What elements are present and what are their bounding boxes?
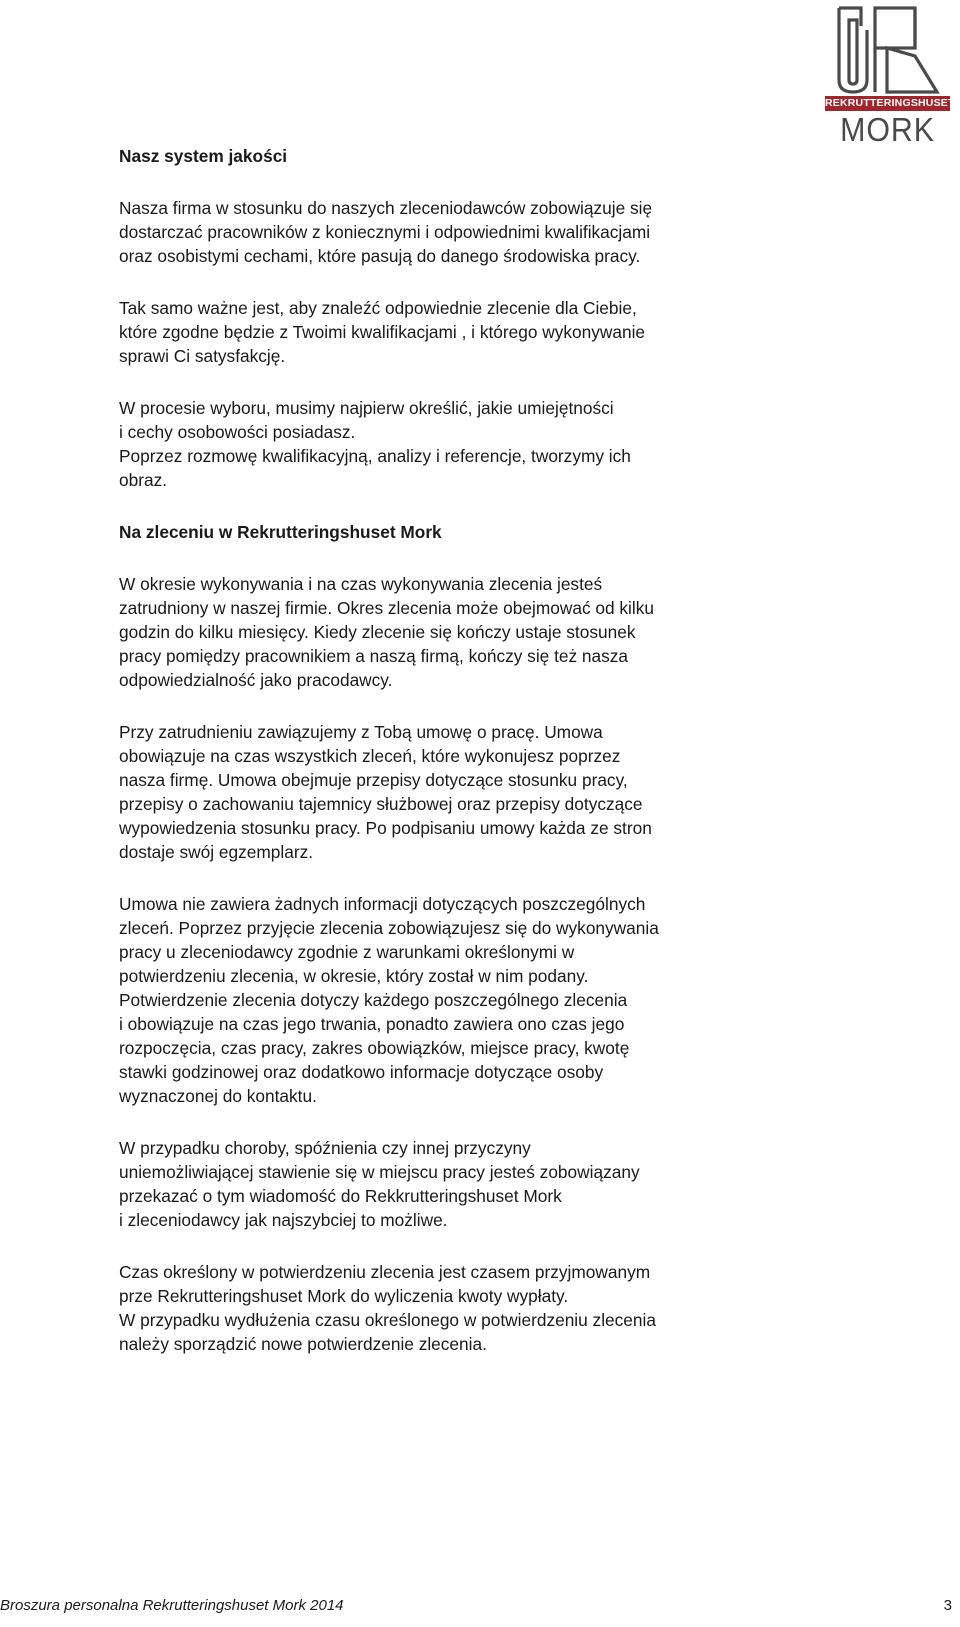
paragraph-line: przepisy o zachowaniu tajemnicy służbowej oraz przepisy dotyczące bbox=[119, 794, 643, 814]
paragraph-line: dostarczać pracowników z koniecznymi i odpowiednimi kwalifikacjami bbox=[119, 222, 651, 242]
logo-wordmark: MORK bbox=[840, 111, 935, 148]
paragraph-5 bbox=[119, 720, 799, 864]
paragraph-line: Umowa nie zawiera żadnych informacji dotyczących poszczególnych bbox=[119, 894, 646, 914]
paragraph-line: W przypadku choroby, spóźnienia czy innej przyczyny bbox=[119, 1138, 531, 1158]
paragraph-line: zatrudniony w naszej firmie. Okres zlecenia może obejmować od kilku bbox=[119, 598, 654, 618]
paragraph-line: i obowiązuje na czas jego trwania, ponadto zawiera ono czas jego bbox=[119, 1014, 625, 1034]
paragraph-line: sprawi Ci satysfakcję. bbox=[119, 346, 286, 366]
paragraph-line: Potwierdzenie zlecenia dotyczy każdego poszczególnego zlecenia bbox=[119, 990, 628, 1010]
document-body bbox=[119, 144, 799, 1356]
paragraph-line: obraz. bbox=[119, 470, 168, 490]
paragraph-line: Poprzez rozmowę kwalifikacyjną, analizy i referencje, tworzymy ich bbox=[119, 446, 631, 466]
paragraph-line: W procesie wyboru, musimy najpierw określić, jakie umiejętności bbox=[119, 398, 614, 418]
paragraph-line: przekazać o tym wiadomość do Rekkrutteringshuset Mork bbox=[119, 1186, 562, 1206]
paragraph-line: pracy pomiędzy pracownikiem a naszą firmą, kończy się też nasza bbox=[119, 646, 629, 666]
paragraph-line: uniemożliwiającej stawienie się w miejscu pracy jesteś zobowiązany bbox=[119, 1162, 640, 1182]
paragraph-line: pracy u zleceniodawcy zgodnie z warunkami określonymi w bbox=[119, 942, 575, 962]
footer-title: Broszura personalna Rekrutteringshuset Mork 2014 bbox=[0, 1597, 344, 1614]
paragraph-line: Tak samo ważne jest, aby znaleźć odpowiednie zlecenie dla Ciebie, bbox=[119, 298, 637, 318]
section-heading-assignment: Na zleceniu w Rekrutteringshuset Mork bbox=[119, 522, 442, 542]
paragraph-line: wyznaczonej do kontaktu. bbox=[119, 1086, 317, 1106]
paragraph-line: godzin do kilku miesięcy. Kiedy zlecenie się kończy ustaje stosunek bbox=[119, 622, 636, 642]
paragraph-line: wypowiedzenia stosunku pracy. Po podpisaniu umowy każda ze stron bbox=[119, 818, 652, 838]
paragraph-7 bbox=[119, 1136, 799, 1232]
paragraph-line: i cechy osobowości posiadasz. bbox=[119, 422, 356, 442]
paragraph-line: stawki godzinowej oraz dodatkowo informacje dotyczące osoby bbox=[119, 1062, 604, 1082]
paragraph-line: Przy zatrudnieniu zawiązujemy z Tobą umowę o pracę. Umowa bbox=[119, 722, 603, 742]
paragraph-line: Czas określony w potwierdzeniu zlecenia jest czasem przyjmowanym bbox=[119, 1262, 651, 1282]
paragraph-line: i zleceniodawcy jak najszybciej to możliwe. bbox=[119, 1210, 448, 1230]
page-footer bbox=[0, 1596, 952, 1616]
paragraph-line: obowiązuje na czas wszystkich zleceń, które wykonujesz poprzez bbox=[119, 746, 621, 766]
paragraph-1 bbox=[119, 196, 799, 268]
paragraph-4 bbox=[119, 572, 799, 692]
paragraph-line: odpowiedzialność jako pracodawcy. bbox=[119, 670, 393, 690]
paragraph-2 bbox=[119, 296, 799, 368]
section-heading-quality: Nasz system jakości bbox=[119, 146, 288, 166]
paragraph-line: rozpoczęcia, czas pracy, zakres obowiązków, miejsce pracy, kwotę bbox=[119, 1038, 630, 1058]
paragraph-line: Nasza firma w stosunku do naszych zleceniodawców zobowiązuje się bbox=[119, 198, 653, 218]
logo-band-text: REKRUTTERINGSHUSET bbox=[825, 97, 955, 109]
paragraph-line: W przypadku wydłużenia czasu określonego w potwierdzeniu zlecenia bbox=[119, 1310, 656, 1330]
paragraph-line: prze Rekrutteringshuset Mork do wyliczenia kwoty wypłaty. bbox=[119, 1286, 569, 1306]
paragraph-line: W okresie wykonywania i na czas wykonywania zlecenia jesteś bbox=[119, 574, 603, 594]
paragraph-line: należy sporządzić nowe potwierdzenie zlecenia. bbox=[119, 1334, 487, 1354]
paragraph-line: potwierdzeniu zlecenia, w okresie, który został w nim podany. bbox=[119, 966, 589, 986]
paragraph-line: zleceń. Poprzez przyjęcie zlecenia zobowiązujesz się do wykonywania bbox=[119, 918, 659, 938]
paragraph-line: dostaje swój egzemplarz. bbox=[119, 842, 314, 862]
paragraph-line: oraz osobistymi cechami, które pasują do danego środowiska pracy. bbox=[119, 246, 641, 266]
paragraph-line: nasza firmę. Umowa obejmuje przepisy dotyczące stosunku pracy, bbox=[119, 770, 628, 790]
page-number: 3 bbox=[943, 1597, 952, 1614]
paragraph-3 bbox=[119, 396, 799, 492]
paragraph-8 bbox=[119, 1260, 799, 1356]
logo-mark-icon bbox=[825, 0, 950, 98]
company-logo bbox=[825, 0, 955, 150]
paragraph-line: które zgodne będzie z Twoimi kwalifikacjami , i którego wykonywanie bbox=[119, 322, 646, 342]
paragraph-6 bbox=[119, 892, 799, 1108]
